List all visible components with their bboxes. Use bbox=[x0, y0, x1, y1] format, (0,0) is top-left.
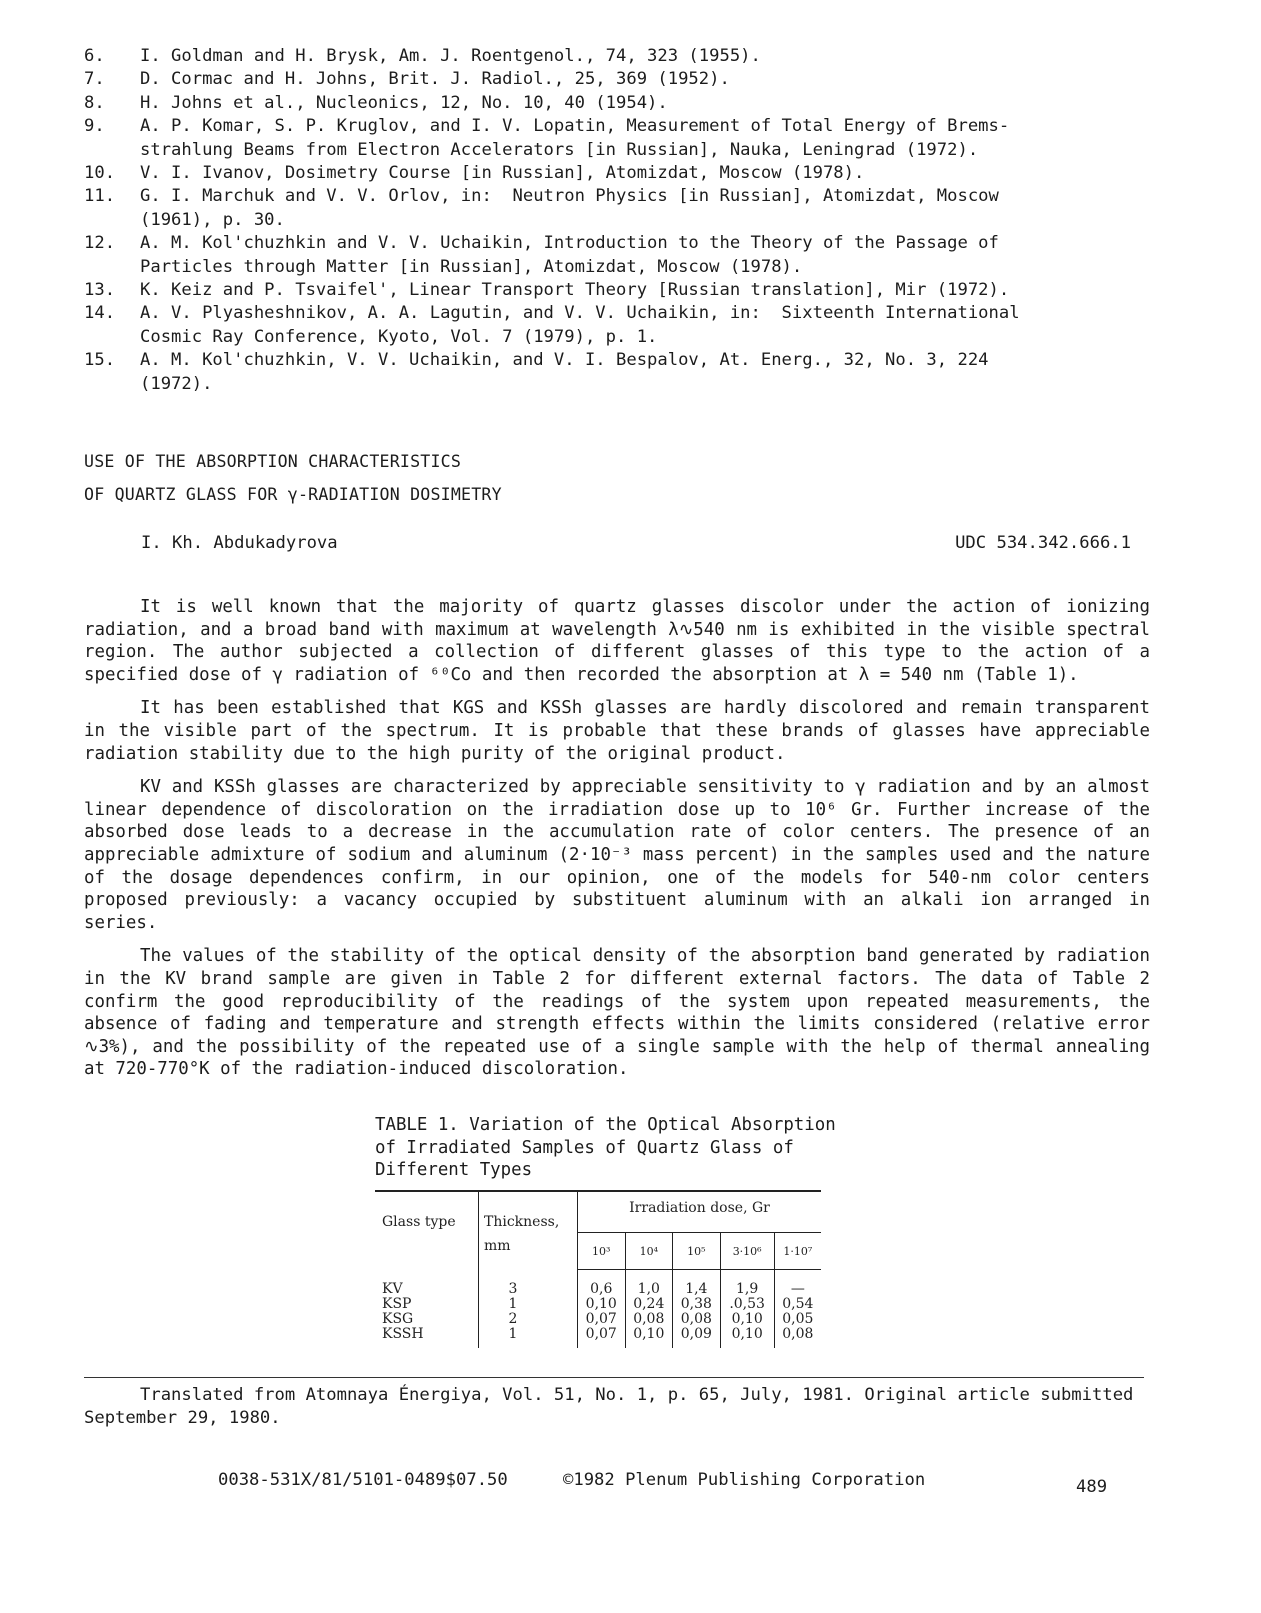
value-cell: 0,54 bbox=[774, 1297, 821, 1312]
reference-number: 7. bbox=[84, 69, 105, 90]
table-row bbox=[375, 1327, 821, 1348]
value-cell: 0,10 bbox=[578, 1297, 626, 1312]
udc-code: UDC 534.342.666.1 bbox=[955, 533, 1131, 553]
reference-text: I. Goldman and H. Brysk, Am. J. Roentgenol., 74, 323 (1955). bbox=[140, 46, 761, 66]
thickness-cell: 3 bbox=[479, 1270, 578, 1298]
value-cell: 0,07 bbox=[578, 1312, 626, 1327]
glass-type-cell: KSSH bbox=[382, 1326, 424, 1342]
reference-number: 11. bbox=[84, 186, 116, 207]
table-1 bbox=[375, 1190, 821, 1348]
table-row bbox=[375, 1312, 821, 1327]
body-paragraph: KV and KSSh glasses are characterized by appreciable sensitivity to γ radiation and by an almost linear dependence of discoloration on the irradiation dose up to 10⁶ Gr. Further increase of the absorbed dose leads to a decrease in the accumulation rate of color centers. The presence of an appreciable admixture of sodium and aluminum (2·10⁻³ mass percent) in the samples used and the nature of the dosage dependences confirm, in our opinion, one of the models for 540-nm color centers proposed previously: a vacancy occupied by substituent aluminum with an alkali ion arranged in series. bbox=[84, 777, 1150, 933]
reference-text: H. Johns et al., Nucleonics, 12, No. 10, 40 (1954). bbox=[140, 92, 668, 113]
dose-header-cell: 10⁵ bbox=[673, 1233, 721, 1270]
header-glass-type: Glass type bbox=[382, 1214, 456, 1230]
reference-item bbox=[84, 279, 1184, 302]
reference-number: 13. bbox=[84, 280, 116, 301]
reference-number: 6. bbox=[84, 46, 105, 66]
article-title-line-1: USE OF THE ABSORPTION CHARACTERISTICS bbox=[84, 452, 462, 471]
reference-item bbox=[84, 115, 1184, 162]
table-row bbox=[375, 1270, 821, 1298]
publication-code: 0038-531X/81/5101-0489$07.50 bbox=[218, 1470, 508, 1490]
footnote-divider bbox=[84, 1377, 1144, 1378]
page-number: 489 bbox=[1076, 1477, 1108, 1497]
thickness-cell: 2 bbox=[479, 1312, 578, 1327]
reference-list bbox=[84, 45, 1184, 396]
thickness-cell: 1 bbox=[479, 1327, 578, 1348]
value-cell: 1,9 bbox=[720, 1270, 774, 1298]
value-cell: 1,4 bbox=[673, 1270, 721, 1298]
value-cell: 0,08 bbox=[673, 1312, 721, 1327]
reference-text: A. M. Kol'chuzhkin, V. V. Uchaikin, and V. I. Bespalov, At. Energ., 32, No. 3, 224 (1972). bbox=[140, 350, 989, 394]
reference-text: K. Keiz and P. Tsvaifel', Linear Transport Theory [Russian translation], Mir (1972). bbox=[140, 280, 1010, 301]
value-cell: 1,0 bbox=[625, 1270, 673, 1298]
header-irradiation-dose: Irradiation dose, Gr bbox=[578, 1191, 822, 1233]
thickness-cell: 1 bbox=[479, 1297, 578, 1312]
author-name: I. Kh. Abdukadyrova bbox=[141, 533, 338, 553]
value-cell: 0,07 bbox=[578, 1327, 626, 1348]
reference-item bbox=[84, 162, 1184, 185]
reference-text: A. P. Komar, S. P. Kruglov, and I. V. Lopatin, Measurement of Total Energy of Brems- strahlung Beams from Electron Accelerators [in Russian], Nauka, Leningrad (1972). bbox=[140, 116, 1010, 160]
reference-text: A. V. Plyasheshnikov, A. A. Lagutin, and V. V. Uchaikin, in: Sixteenth International Cosmic Ray Conference, Kyoto, Vol. 7 (1979), p. 1. bbox=[140, 303, 1020, 347]
reference-item bbox=[84, 92, 1184, 115]
reference-item bbox=[84, 185, 1184, 232]
value-cell: 0,10 bbox=[720, 1327, 774, 1348]
reference-number: 15. bbox=[84, 350, 116, 371]
glass-type-cell: KSP bbox=[382, 1296, 412, 1312]
table-row bbox=[375, 1297, 821, 1312]
reference-item bbox=[84, 302, 1184, 349]
value-cell: 0,08 bbox=[625, 1312, 673, 1327]
table-caption: TABLE 1. Variation of the Optical Absorption of Irradiated Samples of Quartz Glass of Different Types bbox=[375, 1115, 836, 1181]
translation-footnote: Translated from Atomnaya Énergiya, Vol. 51, No. 1, p. 65, July, 1981. Original article submitted September 29, 1980. bbox=[84, 1385, 1134, 1428]
dose-header-cell: 10⁴ bbox=[625, 1233, 673, 1270]
reference-number: 10. bbox=[84, 163, 116, 184]
reference-item bbox=[84, 232, 1184, 279]
glass-type-cell: KV bbox=[382, 1280, 403, 1297]
reference-number: 12. bbox=[84, 233, 116, 254]
value-cell: — bbox=[774, 1270, 821, 1298]
value-cell: .0,53 bbox=[720, 1297, 774, 1312]
reference-item bbox=[84, 68, 1184, 91]
value-cell: 0,10 bbox=[720, 1312, 774, 1327]
article-title-line-2: OF QUARTZ GLASS FOR γ-RADIATION DOSIMETRY bbox=[84, 485, 502, 504]
reference-text: D. Cormac and H. Johns, Brit. J. Radiol., 25, 369 (1952). bbox=[140, 69, 730, 90]
reference-item bbox=[84, 349, 1184, 396]
body-paragraph: It is well known that the majority of quartz glasses discolor under the action of ionizing radiation, and a broad band with maximum at wavelength λ∿540 nm is exhibited in the visible spectral region. The author subjected a collection of different glasses of this type to the action of a specified dose of γ radiation of ⁶⁰Co and then recorded the absorption at λ = 540 nm (Table 1). bbox=[84, 597, 1150, 685]
dose-header-cell: 10³ bbox=[578, 1233, 626, 1270]
reference-number: 9. bbox=[84, 116, 105, 137]
dose-header-cell: 3·10⁶ bbox=[720, 1233, 774, 1270]
value-cell: 0,10 bbox=[625, 1327, 673, 1348]
value-cell: 0,08 bbox=[774, 1327, 821, 1348]
reference-text: G. I. Marchuk and V. V. Orlov, in: Neutron Physics [in Russian], Atomizdat, Moscow (1961), p. 30. bbox=[140, 186, 999, 230]
value-cell: 0,05 bbox=[774, 1312, 821, 1327]
article-body bbox=[84, 596, 1150, 1092]
value-cell: 0,38 bbox=[673, 1297, 721, 1312]
header-thickness: Thickness, mm bbox=[479, 1191, 578, 1270]
body-paragraph: It has been established that KGS and KSSh glasses are hardly discolored and remain transparent in the visible part of the spectrum. It is probable that these brands of glasses have appreciable radiation stability due to the high purity of the original product. bbox=[84, 698, 1150, 764]
reference-text: A. M. Kol'chuzhkin and V. V. Uchaikin, Introduction to the Theory of the Passage of Particles through Matter [in Russian], Atomizdat, Moscow (1978). bbox=[140, 233, 999, 277]
value-cell: 0,6 bbox=[578, 1270, 626, 1298]
dose-header-cell: 1·10⁷ bbox=[774, 1233, 821, 1270]
glass-type-cell: KSG bbox=[382, 1311, 414, 1327]
body-paragraph: The values of the stability of the optical density of the absorption band generated by radiation in the KV brand sample are given in Table 2 for different external factors. The data of Table 2 confirm the good reproducibility of the readings of the system upon repeated measurements, the absence of fading and temperature and strength effects within the limits considered (relative error ∿3%), and the possibility of the repeated use of a single sample with the help of thermal annealing at 720-770°K of the radiation-induced discoloration. bbox=[84, 946, 1150, 1080]
value-cell: 0,09 bbox=[673, 1327, 721, 1348]
copyright-notice: ©1982 Plenum Publishing Corporation bbox=[563, 1470, 926, 1490]
reference-number: 8. bbox=[84, 92, 105, 113]
reference-number: 14. bbox=[84, 303, 116, 324]
reference-text: V. I. Ivanov, Dosimetry Course [in Russian], Atomizdat, Moscow (1978). bbox=[140, 163, 865, 184]
reference-item bbox=[84, 45, 1184, 68]
value-cell: 0,24 bbox=[625, 1297, 673, 1312]
